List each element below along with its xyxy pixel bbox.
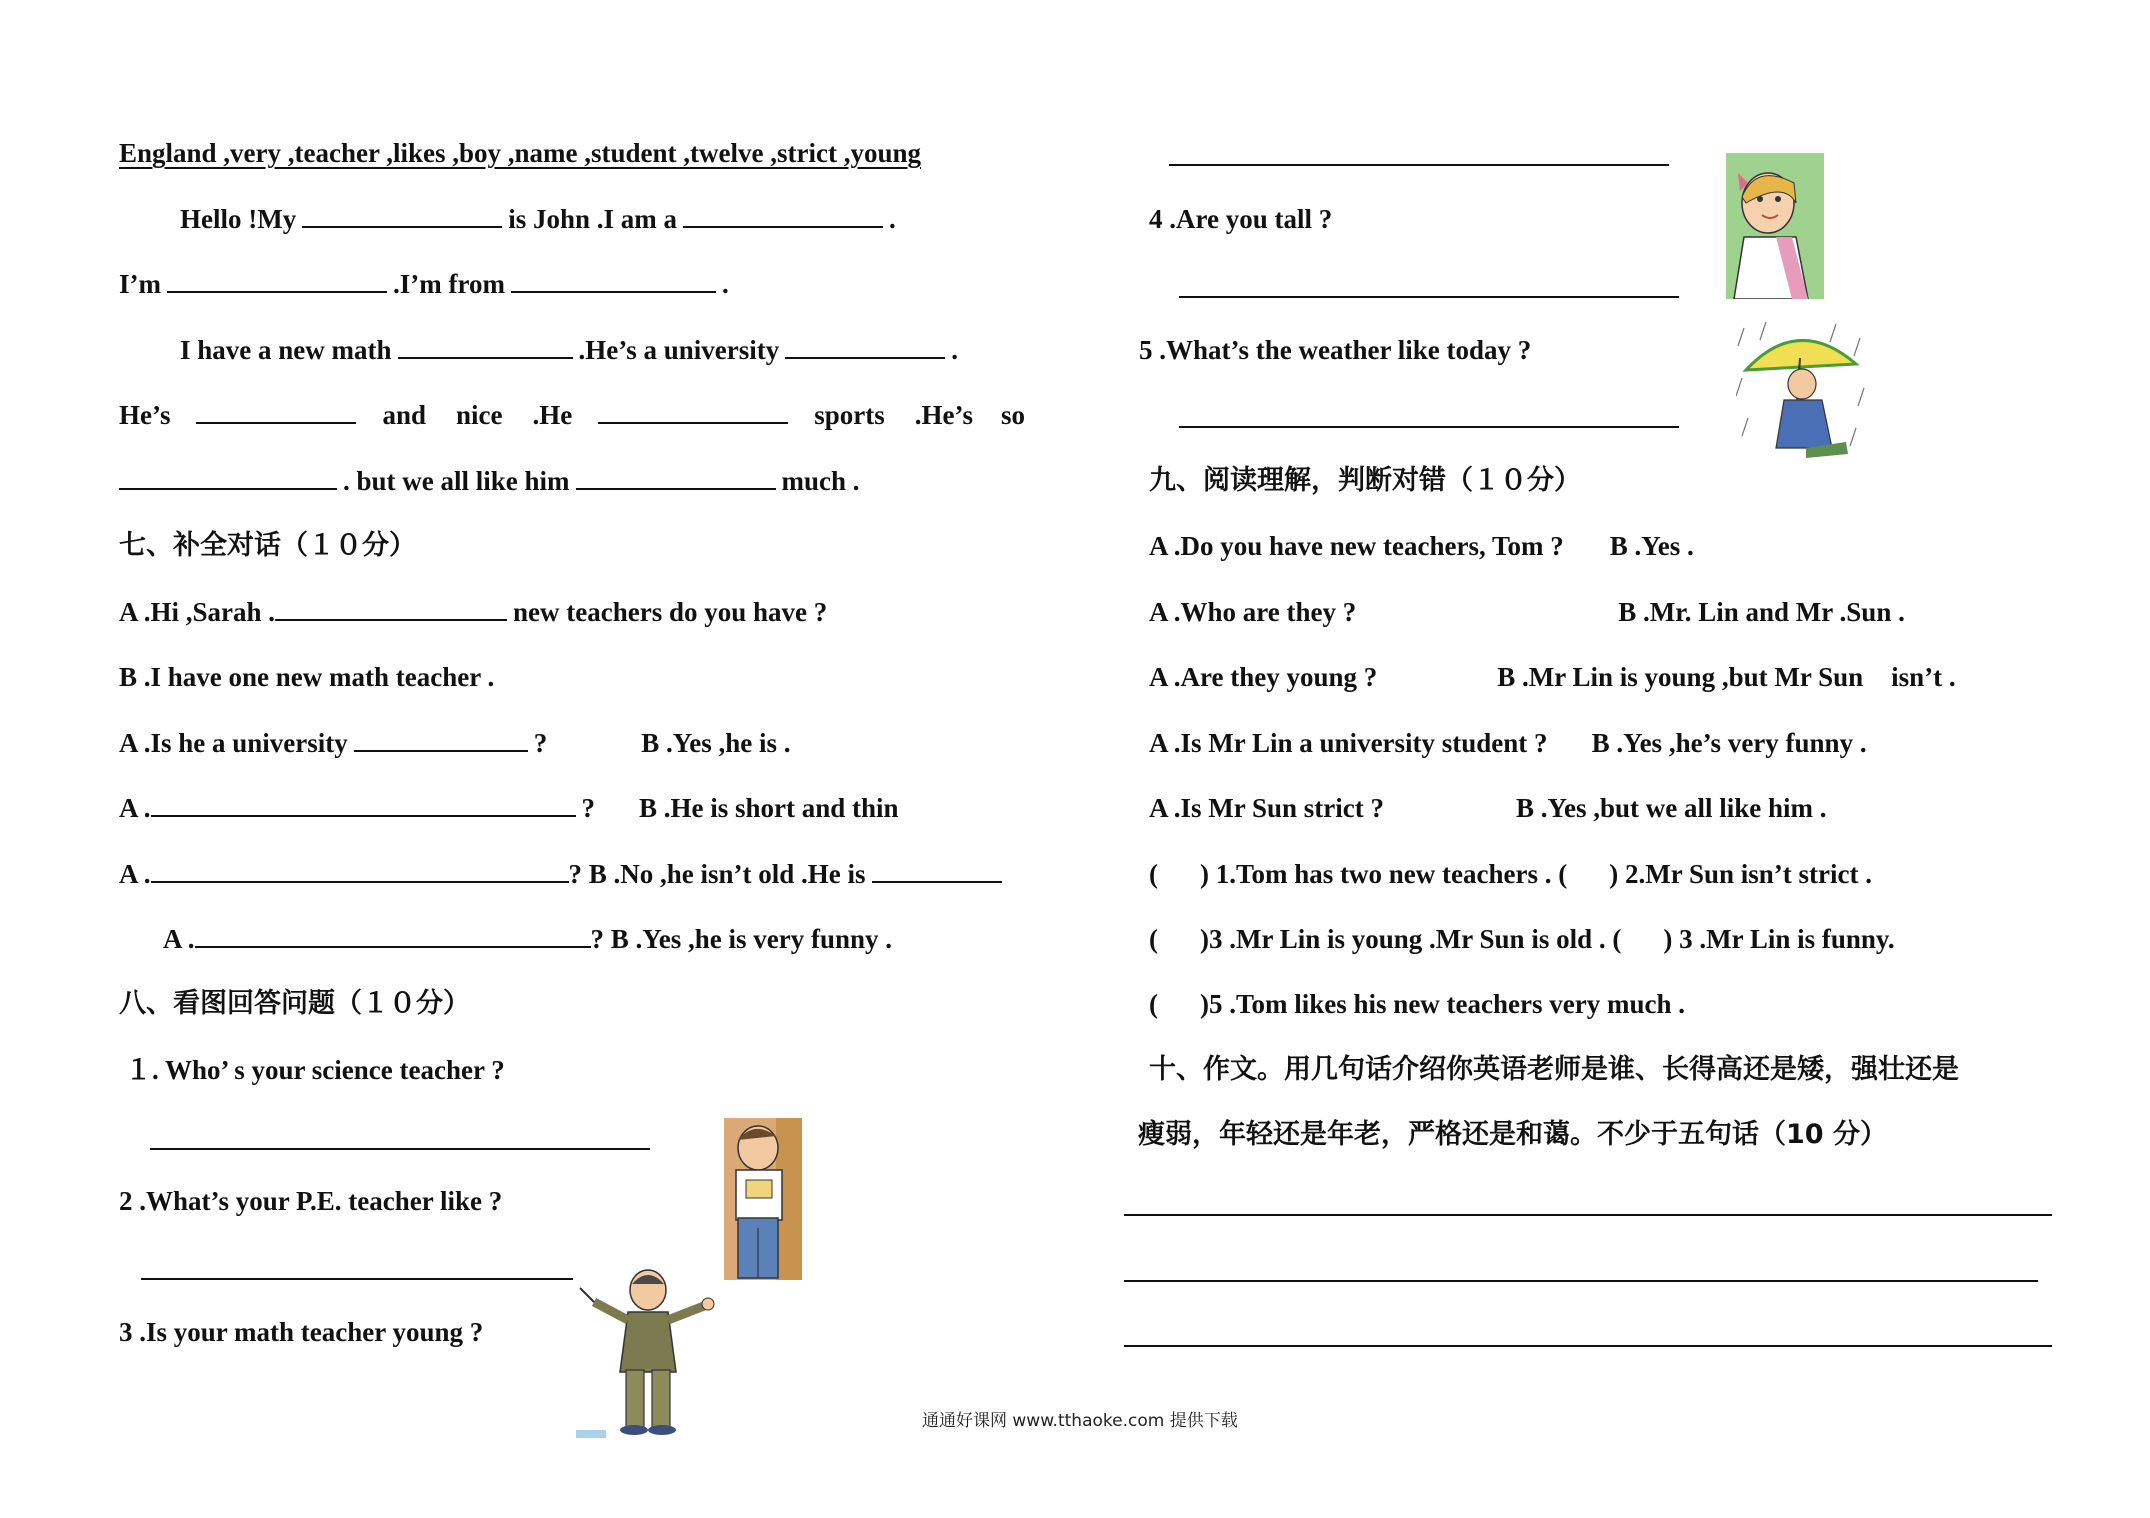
blank[interactable] xyxy=(872,857,1002,883)
reading-line-2: A .Who are they ? B .Mr. Lin and Mr .Sun . xyxy=(1149,597,1905,627)
blank[interactable] xyxy=(354,726,528,752)
pe-teacher-illustration xyxy=(724,1118,802,1280)
blank[interactable] xyxy=(151,857,569,883)
section-10-line-1: 十、作文。用几句话介绍你英语老师是谁、长得高还是矮，强壮还是 xyxy=(1149,1054,1959,1085)
judge-line-3: ( )5 .Tom likes his new teachers very much . xyxy=(1149,989,1685,1019)
judge-line-1: ( ) 1.Tom has two new teachers . ( ) 2.Mr Sun isn’t strict . xyxy=(1149,859,1872,889)
word-bank: England ,very ,teacher ,likes ,boy ,name ,student ,twelve ,strict ,young xyxy=(119,138,921,168)
dialog-line-5: A . ? B .No ,he isn’t old .He is xyxy=(119,856,1008,892)
picture-question-5: 5 .What’s the weather like today ? xyxy=(1139,335,1532,365)
reading-line-3: A .Are they young ? B .Mr Lin is young ,but Mr Sun isn’t . xyxy=(1149,662,1956,692)
picture-question-1: １. Who’ s your science teacher ? xyxy=(125,1055,505,1085)
dialog-line-3: A .Is he a university ? B .Yes ,he is . xyxy=(119,728,791,758)
blank[interactable] xyxy=(151,791,576,817)
blank[interactable] xyxy=(683,202,883,228)
essay-line[interactable] xyxy=(1124,1214,2052,1216)
reading-line-1: A .Do you have new teachers, Tom ? B .Yes . xyxy=(1149,531,1694,561)
blank[interactable] xyxy=(302,202,502,228)
answer-line[interactable] xyxy=(1179,296,1679,298)
blank[interactable] xyxy=(598,398,788,424)
girl-illustration xyxy=(1726,153,1824,299)
section-10-line-2: 瘦弱，年轻还是年老，严格还是和蔼。不少于五句话（10 分） xyxy=(1138,1119,1887,1150)
blank[interactable] xyxy=(785,333,945,359)
footer-source: 通通好课网 www.tthaoke.com 提供下载 xyxy=(922,1411,1238,1431)
dialog-line-4: A . ? B .He is short and thin xyxy=(119,793,899,823)
dialog-line-1: A .Hi ,Sarah . new teachers do you have ? xyxy=(119,597,828,627)
passage-line-4: He’s and nice .He sports .He’s so xyxy=(119,400,1026,430)
reading-line-5: A .Is Mr Sun strict ? B .Yes ,but we all like him . xyxy=(1149,793,1827,823)
blank[interactable] xyxy=(511,267,716,293)
passage-line-2: I’m .I’m from . xyxy=(119,269,729,299)
math-teacher-illustration xyxy=(576,1262,724,1438)
rainy-weather-illustration xyxy=(1736,318,1872,458)
answer-line[interactable] xyxy=(150,1148,650,1150)
essay-line[interactable] xyxy=(1124,1280,2038,1282)
answer-line[interactable] xyxy=(141,1278,573,1280)
section-9-title: 九、阅读理解，判断对错（１０分） xyxy=(1149,465,1581,496)
blank[interactable] xyxy=(195,922,591,948)
picture-question-2: 2 .What’s your P.E. teacher like ? xyxy=(119,1186,503,1216)
answer-line[interactable] xyxy=(1179,426,1679,428)
passage-line-5: . but we all like him much . xyxy=(119,463,860,499)
picture-question-3: 3 .Is your math teacher young ? xyxy=(119,1317,484,1347)
picture-question-4: 4 .Are you tall ? xyxy=(1149,204,1333,234)
passage-line-3: I have a new math .He’s a university . xyxy=(180,335,958,365)
passage-line-1: Hello !My is John .I am a . xyxy=(180,204,896,234)
answer-line[interactable] xyxy=(1169,164,1669,166)
blank[interactable] xyxy=(119,464,337,490)
blank[interactable] xyxy=(167,267,387,293)
dialog-line-2: B .I have one new math teacher . xyxy=(119,662,495,692)
section-7-title: 七、补全对话（１０分） xyxy=(119,530,416,561)
blank[interactable] xyxy=(275,595,507,621)
blank[interactable] xyxy=(196,398,356,424)
essay-line[interactable] xyxy=(1124,1345,2052,1347)
judge-line-2: ( )3 .Mr Lin is young .Mr Sun is old . ( ) 3 .Mr Lin is funny. xyxy=(1149,924,1895,954)
dialog-line-6: A . ? B .Yes ,he is very funny . xyxy=(163,924,893,954)
reading-line-4: A .Is Mr Lin a university student ? B .Yes ,he’s very funny . xyxy=(1149,728,1867,758)
section-8-title: 八、看图回答问题（１０分） xyxy=(119,988,470,1019)
blank[interactable] xyxy=(398,333,573,359)
blank[interactable] xyxy=(576,464,776,490)
